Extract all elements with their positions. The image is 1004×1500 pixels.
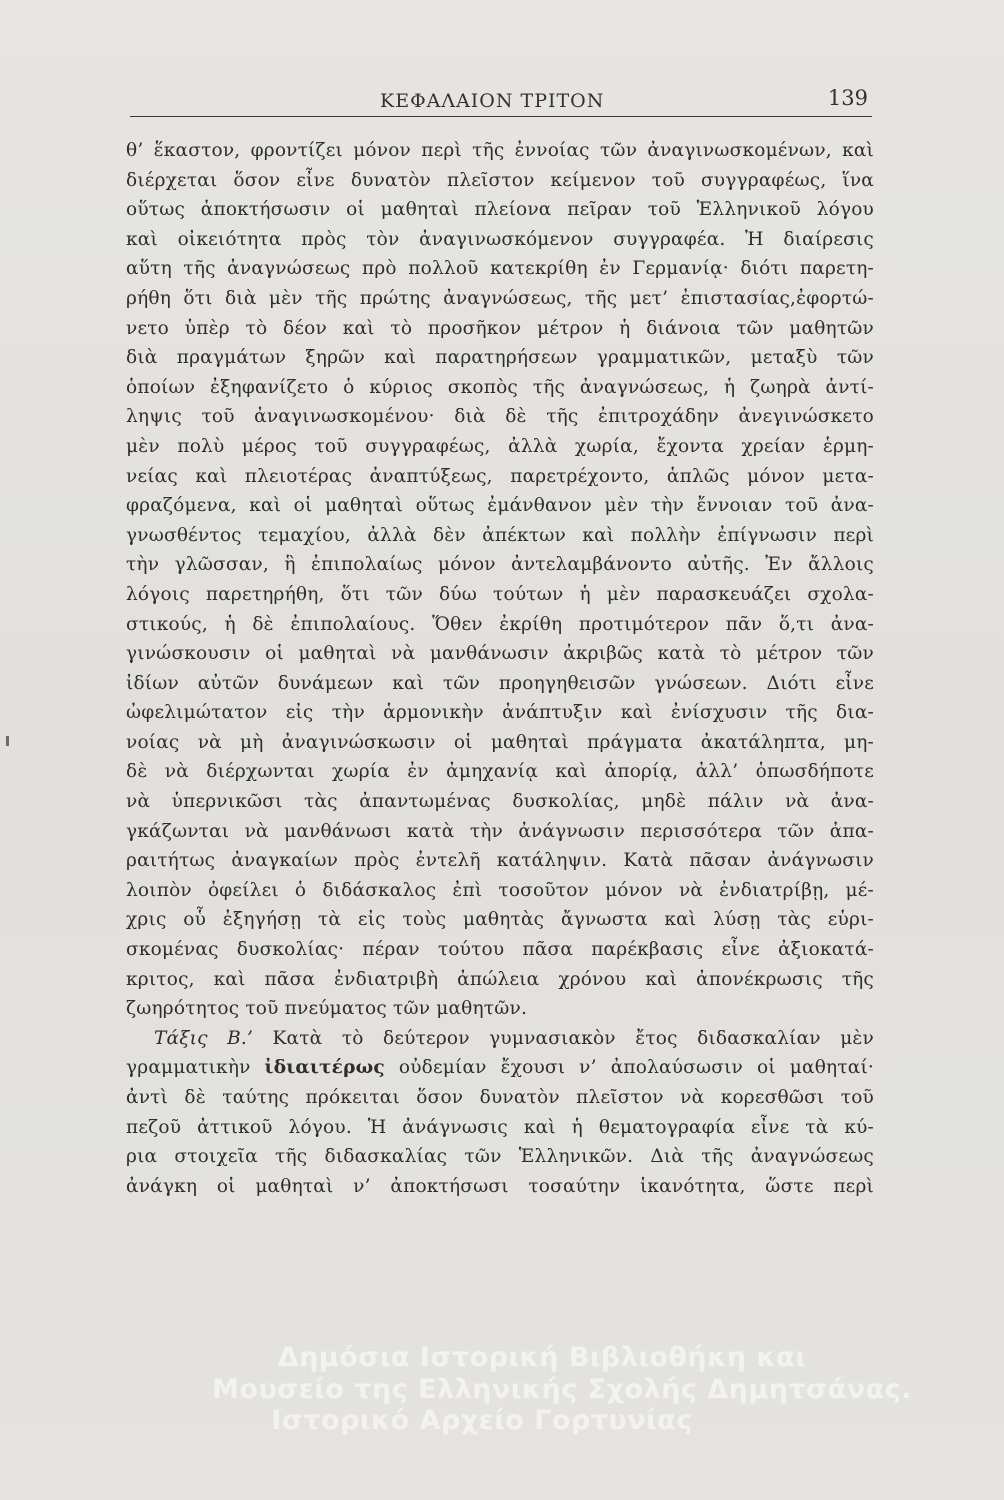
emphasized-word: ἰδιαιτέρως [264, 1057, 385, 1079]
text-line: ραιτήτως ἀναγκαίων πρὸς ἐντελῆ κατάληψιν. Κατὰ πᾶσαν ἀνάγνωσιν [126, 850, 874, 872]
text-line: ἀνάγκη οἱ μαθηταὶ ν’ ἀποκτήσωσι τοσαύτην ἱκανότητα, ὥστε περὶ [126, 1175, 874, 1197]
text-line: θ’ ἕκαστον, φροντίζει μόνον περὶ τῆς ἐννοίας τῶν ἀναγινωσκομένων, καὶ [126, 140, 874, 161]
text-line: νοίας νὰ μὴ ἀναγινώσκωσιν οἱ μαθηταὶ πράγματα ἀκατάληπτα, μη- [126, 731, 874, 753]
text-segment: οὐδεμίαν ἔχουσι ν’ ἀπολαύσωσιν οἱ μαθηταί· [384, 1057, 874, 1079]
page-number: 139 [827, 86, 868, 110]
text-line: σκομένας δυσκολίας· πέραν τούτου πᾶσα παρέκβασις εἶνε ἀξιοκατά- [126, 939, 874, 961]
text-line: ἰδίων αὐτῶν δυνάμεων καὶ τῶν προηγηθεισῶν γνώσεων. Διότι εἶνε [126, 672, 874, 694]
binding-mark [6, 736, 9, 746]
paragraph-2-second-line [126, 1053, 874, 1083]
text-line: νὰ ὑπερνικῶσι τὰς ἀπαντωμένας δυσκολίας, μηδὲ πάλιν νὰ ἀνα- [126, 791, 874, 813]
watermark-line-1: Δημόσια Ιστορική Βιβλιοθήκη και [277, 1342, 807, 1373]
text-line: ρήθη ὅτι διὰ μὲν τῆς πρώτης ἀναγνώσεως, τῆς μετ’ ἐπιστασίας,ἐφορτώ- [126, 287, 874, 309]
watermark-line-3: Ιστορικό Αρχείο Γορτυνίας [271, 1405, 693, 1436]
text-line: κριτος, καὶ πᾶσα ἐνδιατριβὴ ἀπώλεια χρόνου καὶ ἀπονέκρωσις τῆς [126, 968, 874, 990]
text-line: γινώσκουσιν οἱ μαθηταὶ νὰ μανθάνωσιν ἀκριβῶς κατὰ τὸ μέτρον τῶν [126, 643, 874, 665]
text-line: μὲν πολὺ μέρος τοῦ συγγραφέως, ἀλλὰ χωρία, ἔχοντα χρείαν ἑρμη- [126, 435, 874, 457]
text-line: ζωηρότητος τοῦ πνεύματος τῶν μαθητῶν. [126, 998, 528, 1020]
text-line: φραζόμενα, καὶ οἱ μαθηταὶ οὕτως ἐμάνθανον μὲν τὴν ἔννοιαν τοῦ ἀνα- [126, 495, 874, 517]
text-line: ἀντὶ δὲ ταύτης πρόκειται ὅσον δυνατὸν πλεῖστον νὰ κορεσθῶσι τοῦ [126, 1087, 874, 1108]
class-label: Τάξις Β.’ [154, 1027, 254, 1049]
running-title: ΚΕΦΑΛΑΙΟΝ ΤΡΙΤΟΝ [380, 90, 605, 112]
text-segment: γραμματικὴν [126, 1057, 265, 1079]
text-line: ληψις τοῦ ἀναγινωσκομένου· διὰ δὲ τῆς ἐπιτροχάδην ἀνεγινώσκετο [126, 406, 874, 428]
text-line: γνωσθέντος τεμαχίου, ἀλλὰ δὲν ἀπέκτων καὶ πολλὴν ἐπίγνωσιν περὶ [126, 524, 874, 546]
text-line: ὠφελιμώτατον εἰς τὴν ἁρμονικὴν ἀνάπτυξιν καὶ ἐνίσχυσιν τῆς δια- [126, 702, 874, 724]
body-text [126, 136, 874, 1201]
text-line: αὕτη τῆς ἀναγνώσεως πρὸ πολλοῦ κατεκρίθη ἐν Γερμανίᾳ· διότι παρετη- [126, 258, 874, 280]
text-line: δὲ νὰ διέρχωνται χωρία ἐν ἀμηχανίᾳ καὶ ἀπορίᾳ, ἀλλ’ ὁπωσδήποτε [126, 761, 874, 783]
text-line: στικούς, ἡ δὲ ἐπιπολαίους. Ὅθεν ἐκρίθη προτιμότερον πᾶν ὅ,τι ἀνα- [126, 613, 874, 635]
text-line: ὁποίων ἐξηφανίζετο ὁ κύριος σκοπὸς τῆς ἀναγνώσεως, ἡ ζωηρὰ ἀντί- [126, 376, 874, 398]
text-line: χρις οὗ ἐξηγήσῃ τὰ εἰς τοὺς μαθητὰς ἄγνωστα καὶ λύσῃ τὰς εὑρι- [126, 909, 874, 931]
text-line: νετο ὑπὲρ τὸ δέον καὶ τὸ προσῆκον μέτρον ἡ διάνοια τῶν μαθητῶν [126, 317, 874, 339]
text-line: διὰ πραγμάτων ξηρῶν καὶ παρατηρήσεων γραμματικῶν, μεταξὺ τῶν [126, 347, 874, 369]
text-line: λόγοις παρετηρήθη, ὅτι τῶν δύω τούτων ἡ μὲν παρασκευάζει σχολα- [126, 583, 874, 605]
page-header [130, 86, 872, 117]
paragraph-2-first-line [126, 1024, 874, 1054]
text-line: διέρχεται ὅσον εἶνε δυνατὸν πλεῖστον κείμενον τοῦ συγγραφέως, ἵνα [126, 169, 874, 191]
text-line: ρια στοιχεῖα τῆς διδασκαλίας τῶν Ἑλληνικῶν. Διὰ τῆς ἀναγνώσεως [126, 1146, 874, 1168]
text-line: λοιπὸν ὀφείλει ὁ διδάσκαλος ἐπὶ τοσοῦτον μόνον νὰ ἐνδιατρίβῃ, μέ- [126, 879, 874, 901]
text-segment: Κατὰ τὸ δεύτερον γυμνασιακὸν ἔτος διδασκαλίαν μὲν [253, 1027, 874, 1049]
text-line: καὶ οἰκειότητα πρὸς τὸν ἀναγινωσκόμενον συγγραφέα. Ἡ διαίρεσις [126, 228, 874, 250]
text-line: οὕτως ἀποκτήσωσιν οἱ μαθηταὶ πλείονα πεῖραν τοῦ Ἑλληνικοῦ λόγου [126, 199, 874, 221]
text-line: τὴν γλῶσσαν, ἣ ἐπιπολαίως μόνον ἀντελαμβάνοντο αὐτῆς. Ἐν ἄλλοις [126, 554, 874, 576]
text-line: πεζοῦ ἀττικοῦ λόγου. Ἡ ἀνάγνωσις καὶ ἡ θεματογραφία εἶνε τὰ κύ- [126, 1116, 874, 1138]
text-line: νείας καὶ πλειοτέρας ἀναπτύξεως, παρετρέχοντο, ἁπλῶς μόνον μετα- [126, 465, 874, 487]
text-line: γκάζωνται νὰ μανθάνωσι κατὰ τὴν ἀνάγνωσιν περισσότερα τῶν ἀπα- [126, 820, 874, 842]
watermark-line-2: Μουσείο της Ελληνικής Σχολής Δημητσάνας. [212, 1374, 912, 1405]
